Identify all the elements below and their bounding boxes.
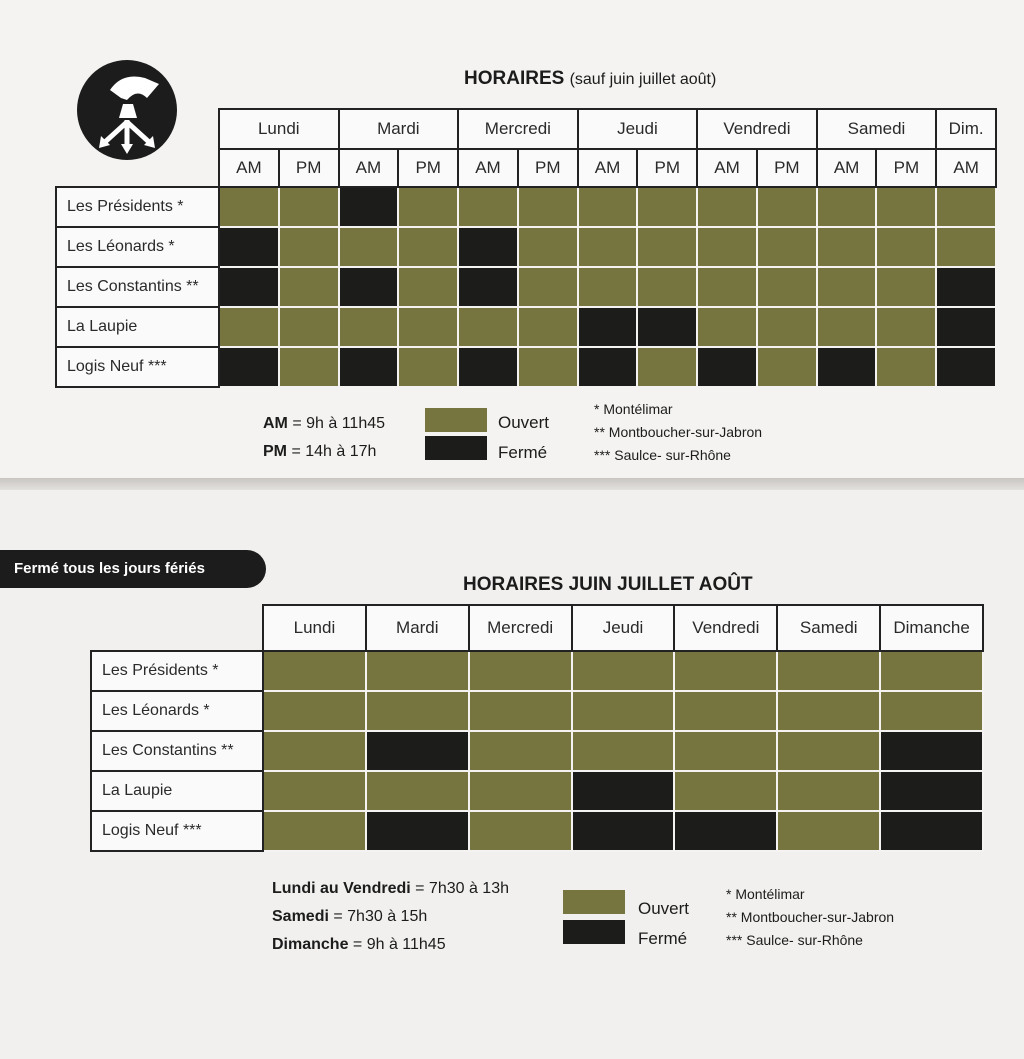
open-cell [279,307,339,347]
schedule-title [464,68,716,90]
note2-montelimar: * Montélimar [726,886,805,902]
open-cell [876,307,936,347]
hours-weekdays-value: = 7h30 à 13h [410,880,509,897]
closed-cell [366,811,469,851]
open-cell [398,347,458,387]
hours-am [263,415,385,433]
note-montelimar: * Montélimar [594,401,673,417]
open-cell [777,771,880,811]
legend-open-swatch [425,408,487,432]
day-header: Samedi [777,605,880,651]
day-header: Vendredi [674,605,777,651]
closed-cell [572,771,675,811]
open-cell [697,307,757,347]
open-cell [578,187,638,227]
note-montboucher: ** Montboucher-sur-Jabron [594,424,763,440]
open-cell [518,307,578,347]
open-cell [637,347,697,387]
table-row [91,731,983,771]
schedule-subtitle: (sauf juin juillet août) [569,71,717,88]
day-header: Vendredi [697,109,817,149]
location-label: Logis Neuf *** [56,347,219,387]
hours-weekdays [272,880,509,898]
schedule-table-summer [90,604,984,852]
period-header: AM [697,149,757,187]
open-cell [398,267,458,307]
closed-cell [458,227,518,267]
day-header: Mardi [366,605,469,651]
closed-cell [219,347,279,387]
table-row [56,187,996,227]
period-header: PM [518,149,578,187]
open-cell [637,187,697,227]
open-cell [518,187,578,227]
corner-blank [56,109,219,149]
hours-pm-value: = 14h à 17h [287,443,377,460]
period-header: PM [637,149,697,187]
open-cell [674,651,777,691]
day-header: Dimanche [880,605,983,651]
table-row [56,227,996,267]
closed-cell [697,347,757,387]
legend2-closed-swatch [563,920,625,944]
open-cell [219,187,279,227]
day-header: Lundi [219,109,339,149]
hours-saturday [272,908,427,926]
day-header: Mercredi [458,109,578,149]
hours-am-key: AM [263,415,288,432]
period-header: PM [279,149,339,187]
open-cell [263,651,366,691]
closed-cell [458,347,518,387]
closed-cell [936,307,996,347]
period-header: PM [398,149,458,187]
table-row [91,771,983,811]
closed-cell [366,731,469,771]
open-cell [469,811,572,851]
location-label: Les Léonards * [91,691,263,731]
period-header: AM [219,149,279,187]
table-row [91,691,983,731]
day-header: Jeudi [578,109,698,149]
open-cell [572,691,675,731]
open-cell [279,187,339,227]
day-header: Jeudi [572,605,675,651]
location-label: Logis Neuf *** [91,811,263,851]
open-cell [578,227,638,267]
corner-blank [91,605,263,651]
open-cell [876,187,936,227]
table-row [91,811,983,851]
hours-saturday-key: Samedi [272,908,329,925]
open-cell [469,771,572,811]
open-cell [219,307,279,347]
open-cell [876,227,936,267]
open-cell [458,307,518,347]
legend2-open-label: Ouvert [638,899,690,918]
closed-cell [219,267,279,307]
day-header: Samedi [817,109,937,149]
closed-cell [936,267,996,307]
open-cell [674,771,777,811]
open-cell [880,651,983,691]
day-header: Lundi [263,605,366,651]
location-label: Les Présidents * [56,187,219,227]
table-row [56,347,996,387]
open-cell [469,731,572,771]
period-header: PM [757,149,817,187]
open-cell [339,307,399,347]
period-header: PM [876,149,936,187]
open-cell [817,187,877,227]
open-cell [757,227,817,267]
open-cell [817,267,877,307]
hours-sunday-value: = 9h à 11h45 [348,936,446,953]
open-cell [817,227,877,267]
period-header: AM [936,149,996,187]
legend-closed-label: Fermé [498,443,548,462]
location-label: Les Léonards * [56,227,219,267]
hours-pm [263,443,376,461]
open-cell [876,267,936,307]
open-cell [263,691,366,731]
schedule-title-text: HORAIRES [464,68,565,89]
open-cell [697,267,757,307]
schedule-table-regular [55,108,997,388]
closed-cell [339,187,399,227]
open-cell [263,811,366,851]
open-cell [458,187,518,227]
closed-cell [339,267,399,307]
location-label: Les Constantins ** [91,731,263,771]
open-cell [757,267,817,307]
closed-cell [880,771,983,811]
open-cell [697,187,757,227]
closed-cell [219,227,279,267]
closed-cell [880,731,983,771]
open-cell [876,347,936,387]
open-cell [366,691,469,731]
open-cell [880,691,983,731]
corner-blank [56,149,219,187]
period-header: AM [578,149,638,187]
closed-cell [637,307,697,347]
open-cell [339,227,399,267]
day-header: Mardi [339,109,459,149]
paper-fold [0,478,1024,490]
open-cell [637,267,697,307]
open-cell [263,771,366,811]
hours-sunday-key: Dimanche [272,936,349,953]
open-cell [637,227,697,267]
hours-weekdays-key: Lundi au Vendredi [272,880,411,897]
open-cell [398,187,458,227]
open-cell [398,307,458,347]
hours-pm-key: PM [263,443,287,460]
note-saulce: *** Saulce- sur-Rhône [594,447,731,463]
period-header: AM [817,149,877,187]
holiday-closure-badge: Fermé tous les jours fériés [0,550,266,588]
open-cell [279,267,339,307]
open-cell [936,187,996,227]
closed-cell [817,347,877,387]
table-row [56,307,996,347]
period-header: AM [339,149,399,187]
open-cell [757,187,817,227]
open-cell [366,651,469,691]
open-cell [674,731,777,771]
table-row [56,267,996,307]
closed-cell [572,811,675,851]
open-cell [757,347,817,387]
summer-schedule-title: HORAIRES JUIN JUILLET AOÛT [463,574,753,595]
open-cell [578,267,638,307]
hours-sunday [272,936,446,954]
location-notes [594,398,762,467]
open-cell [398,227,458,267]
legend-open-label: Ouvert [498,413,550,432]
open-cell [936,227,996,267]
open-cell [279,347,339,387]
open-cell [263,731,366,771]
closed-cell [578,307,638,347]
open-cell [777,731,880,771]
open-cell [518,227,578,267]
location-label: La Laupie [91,771,263,811]
open-cell [366,771,469,811]
location-notes-summer [726,883,894,952]
open-cell [572,651,675,691]
closed-cell [339,347,399,387]
hours-saturday-value: = 7h30 à 15h [328,908,428,925]
period-header: AM [458,149,518,187]
closed-cell [578,347,638,387]
open-cell [518,347,578,387]
open-cell [279,227,339,267]
closed-cell [458,267,518,307]
legend2-closed-label: Fermé [638,929,688,948]
note2-saulce: *** Saulce- sur-Rhône [726,932,863,948]
legend2-open-swatch [563,890,625,914]
open-cell [469,651,572,691]
open-cell [817,307,877,347]
open-cell [469,691,572,731]
day-header: Mercredi [469,605,572,651]
open-cell [757,307,817,347]
location-label: Les Constantins ** [56,267,219,307]
open-cell [697,227,757,267]
open-cell [518,267,578,307]
day-header: Dim. [936,109,996,149]
hours-am-value: = 9h à 11h45 [287,415,386,432]
legend-closed-swatch [425,436,487,460]
open-cell [674,691,777,731]
location-label: La Laupie [56,307,219,347]
open-cell [572,731,675,771]
note2-montboucher: ** Montboucher-sur-Jabron [726,909,895,925]
table-row [91,651,983,691]
closed-cell [674,811,777,851]
closed-cell [936,347,996,387]
closed-cell [880,811,983,851]
open-cell [777,811,880,851]
location-label: Les Présidents * [91,651,263,691]
open-cell [777,651,880,691]
open-cell [777,691,880,731]
